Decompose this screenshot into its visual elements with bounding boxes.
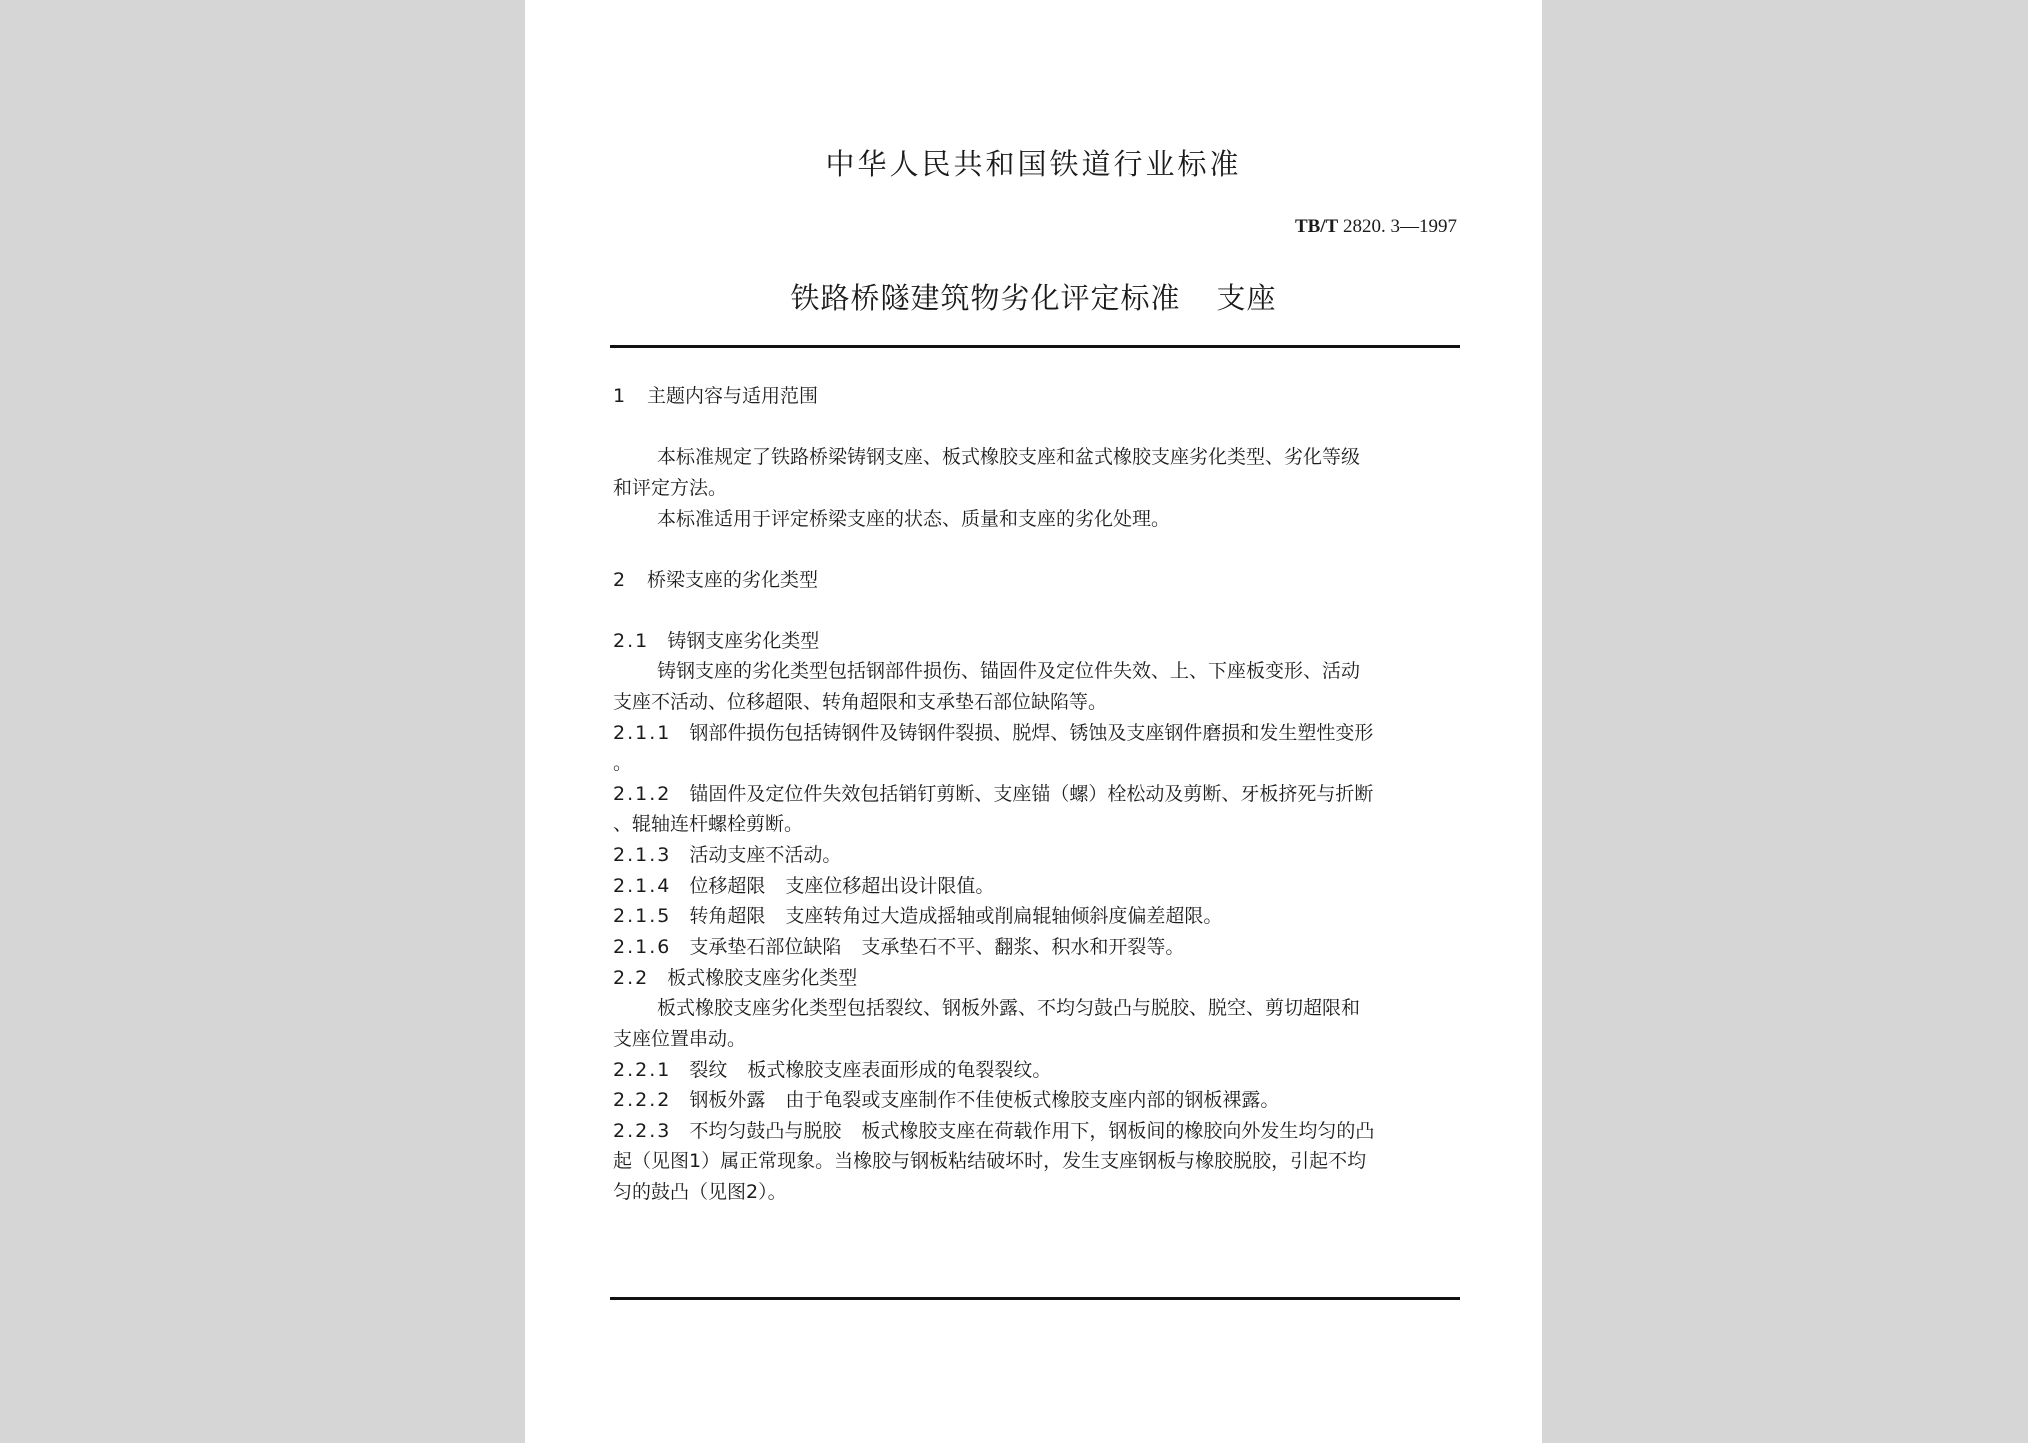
paragraph-2-line-1: 本标准适用于评定桥梁支座的状态、质量和支座的劣化处理。 — [657, 508, 1171, 530]
footer-divider — [610, 1297, 1460, 1300]
clause-2-1-2-line-1: 2.1.2 锚固件及定位件失效包括销钉剪断、支座锚（螺）栓松动及剪断、牙板挤死与折断 — [613, 783, 1374, 805]
section-1-heading: 1 主题内容与适用范围 — [613, 385, 819, 407]
paragraph-4-line-2: 支座位置串动。 — [613, 1028, 747, 1050]
paragraph-4-line-1: 板式橡胶支座劣化类型包括裂纹、钢板外露、不均匀鼓凸与脱胶、脱空、剪切超限和 — [657, 997, 1361, 1019]
document-title-sub: 支座 — [1216, 281, 1277, 315]
section-2-heading: 2 桥梁支座的劣化类型 — [613, 569, 819, 591]
clause-2-2-2: 2.2.2 钢板外露 由于龟裂或支座制作不佳使板式橡胶支座内部的钢板裸露。 — [613, 1089, 1280, 1111]
standard-prefix: TB/T — [1294, 216, 1339, 237]
clause-2-1-3: 2.1.3 活动支座不活动。 — [613, 844, 842, 866]
header-divider — [610, 345, 1460, 348]
clause-2-1-1-line-2: 。 — [613, 752, 633, 774]
document-page — [525, 0, 1542, 1443]
paragraph-3-line-1: 铸钢支座的劣化类型包括钢部件损伤、锚固件及定位件失效、上、下座板变形、活动 — [657, 660, 1361, 682]
standard-code: 2820. 3—1997 — [1338, 216, 1457, 237]
clause-2-2-3-line-1: 2.2.3 不均匀鼓凸与脱胶 板式橡胶支座在荷载作用下，钢板间的橡胶向外发生均匀的凸 — [613, 1120, 1375, 1142]
section-2-1-heading: 2.1 铸钢支座劣化类型 — [613, 630, 820, 652]
clause-2-1-4: 2.1.4 位移超限 支座位移超出设计限值。 — [613, 875, 995, 897]
clause-2-1-6: 2.1.6 支承垫石部位缺陷 支承垫石不平、翻浆、积水和开裂等。 — [613, 936, 1185, 958]
section-2-2-heading: 2.2 板式橡胶支座劣化类型 — [613, 967, 858, 989]
clause-2-1-5: 2.1.5 转角超限 支座转角过大造成摇轴或削扁辊轴倾斜度偏差超限。 — [613, 905, 1223, 927]
document-title — [525, 276, 1542, 317]
clause-2-2-3-line-2: 起（见图1）属正常现象。当橡胶与钢板粘结破坏时，发生支座钢板与橡胶脱胶，引起不均 — [613, 1150, 1367, 1172]
clause-2-1-1-line-1: 2.1.1 钢部件损伤包括铸钢件及铸钢件裂损、脱焊、锈蚀及支座钢件磨损和发生塑性变形 — [613, 722, 1374, 744]
paragraph-1-line-1: 本标准规定了铁路桥梁铸钢支座、板式橡胶支座和盆式橡胶支座劣化类型、劣化等级 — [657, 446, 1361, 468]
clause-2-2-1: 2.2.1 裂纹 板式橡胶支座表面形成的龟裂裂纹。 — [613, 1059, 1052, 1081]
clause-2-2-3-line-3: 匀的鼓凸（见图2）。 — [613, 1181, 787, 1203]
clause-2-1-2-line-2: 、辊轴连杆螺栓剪断。 — [613, 813, 804, 835]
paragraph-3-line-2: 支座不活动、位移超限、转角超限和支承垫石部位缺陷等。 — [613, 691, 1108, 713]
standard-number — [1295, 216, 1457, 238]
document-title-main: 铁路桥隧建筑物劣化评定标准 — [790, 281, 1181, 315]
standard-authority-title: 中华人民共和国铁道行业标准 — [825, 147, 1242, 181]
paragraph-1-line-2: 和评定方法。 — [613, 477, 728, 499]
